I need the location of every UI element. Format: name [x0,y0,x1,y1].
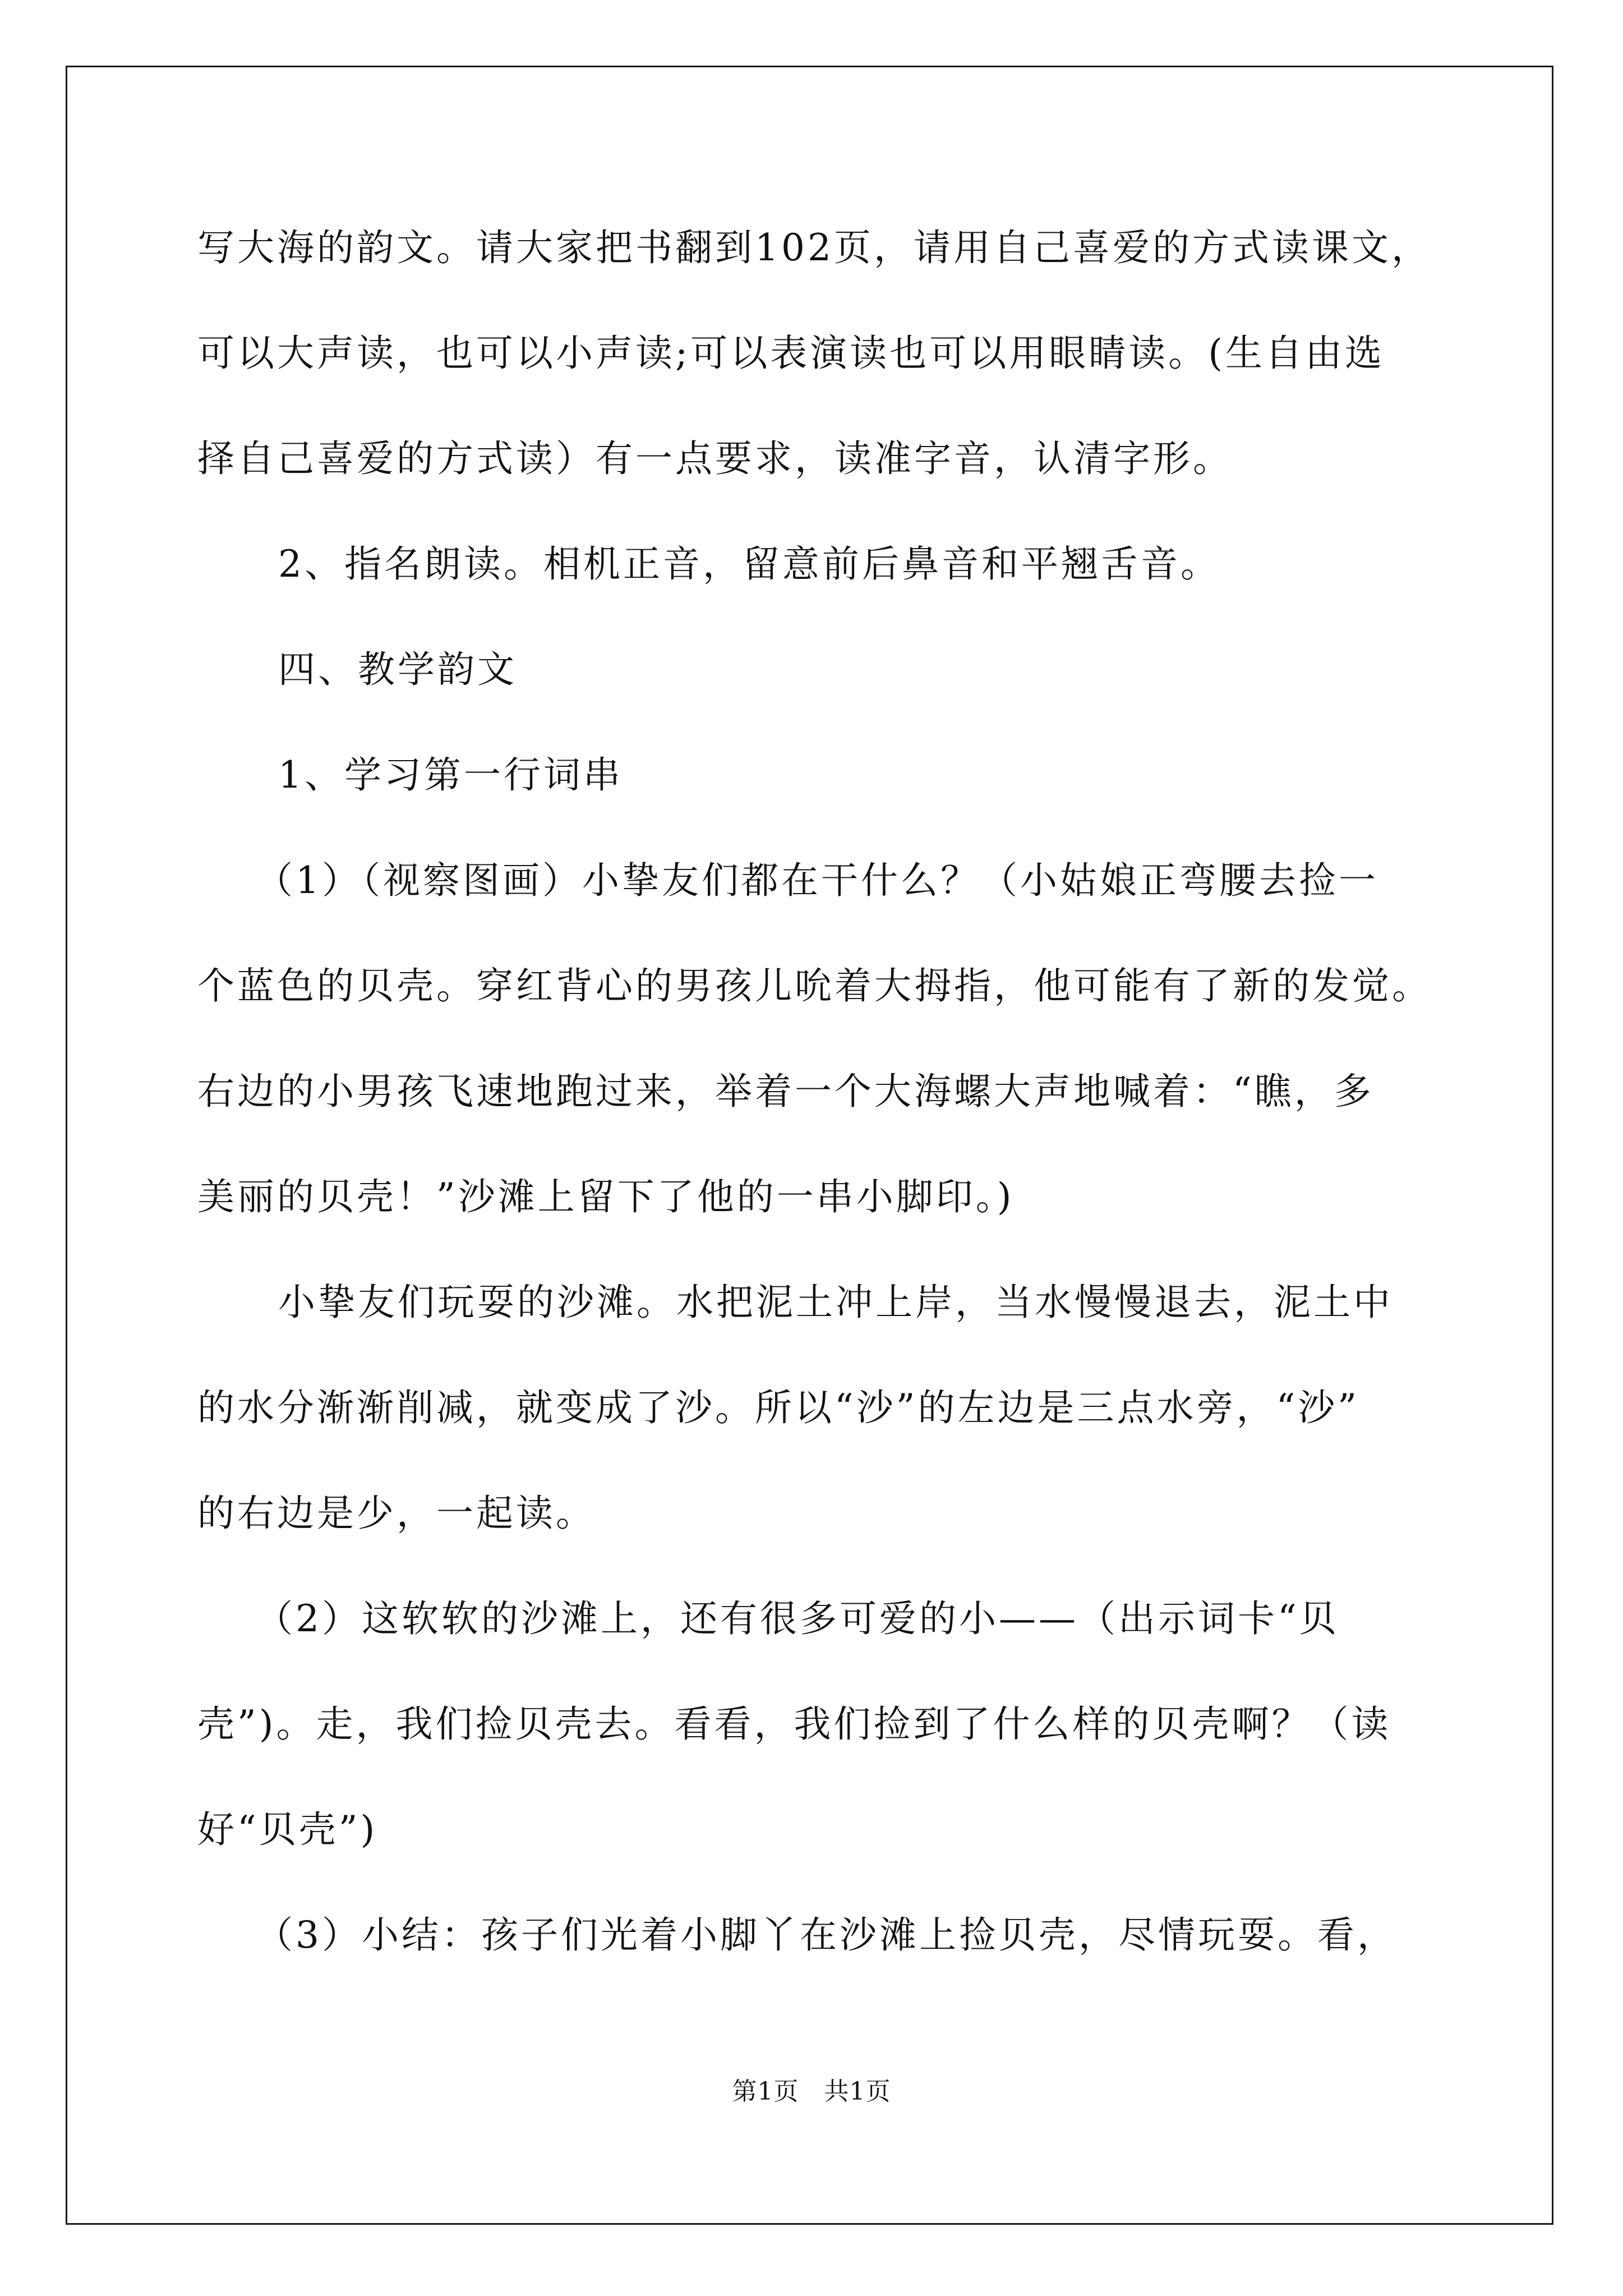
page-border [66,66,1553,2225]
text-line-12: 的水分渐渐削减，就变成了沙。所以“沙”的左边是三点水旁，“沙” [197,1386,1359,1429]
subsection-heading: 1、学习第一行词串 [278,753,623,797]
text-line-7: （1）（视察图画）小挚友们都在干什么？（小姑娘正弯腰去捡一 [256,859,1378,902]
text-line-3: 择自己喜爱的方式读）有一点要求，读准字音，认清字形。 [197,437,1233,480]
text-line-11: 小挚友们玩耍的沙滩。水把泥土冲上岸，当水慢慢退去，泥土中 [278,1281,1393,1324]
text-line-2: 可以大声读，也可以小声读;可以表演读也可以用眼睛读。(生自由选 [197,332,1385,375]
text-line-17: （3）小结：孩子们光着小脚丫在沙滩上捡贝壳，尽情玩耍。看， [256,1913,1397,1957]
text-line-4: 2、指名朗读。相机正音，留意前后鼻音和平翘舌音。 [278,542,1220,586]
text-line-16: 好“贝壳”) [197,1808,378,1851]
text-line-14: （2）这软软的沙滩上，还有很多可爱的小——（出示词卡“贝 [256,1597,1339,1640]
text-line-1: 写大海的韵文。请大家把书翻到102页，请用自己喜爱的方式读课文， [197,226,1431,269]
page-number-footer: 第1页 共1页 [732,2077,891,2106]
text-line-10: 美丽的贝壳！”沙滩上留下了他的一串小脚印。) [197,1175,1015,1218]
section-heading: 四、教学韵文 [278,648,517,691]
text-line-9: 右边的小男孩飞速地跑过来，举着一个大海螺大声地喊着：“瞧，多 [197,1070,1374,1113]
text-line-8: 个蓝色的贝壳。穿红背心的男孩儿吮着大拇指，他可能有了新的发觉。 [197,964,1432,1007]
text-line-15: 壳”)。走，我们捡贝壳去。看看，我们捡到了什么样的贝壳啊？（读 [197,1703,1391,1746]
text-line-13: 的右边是少，一起读。 [197,1492,596,1535]
